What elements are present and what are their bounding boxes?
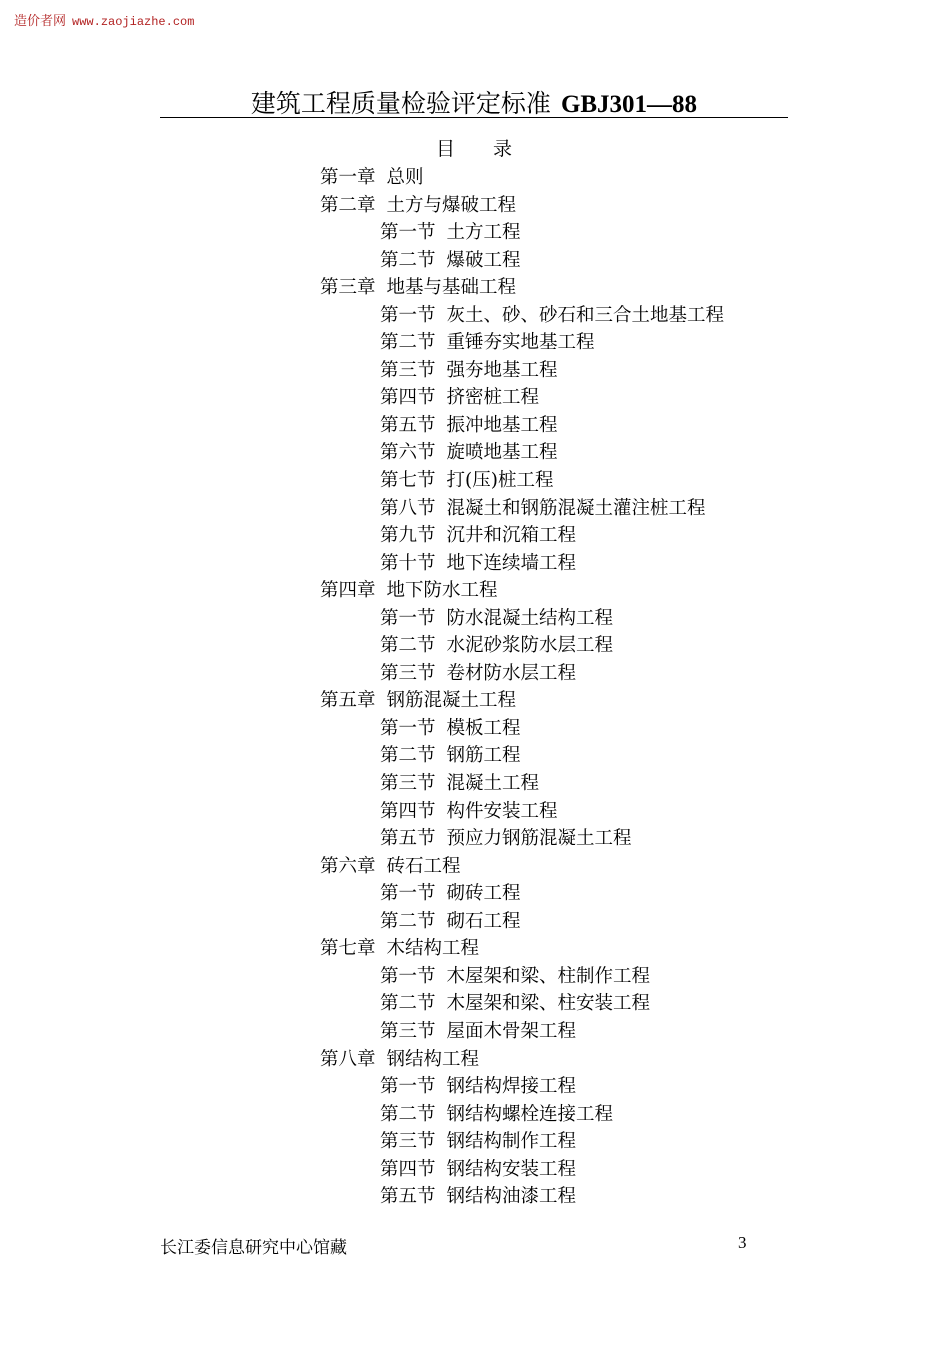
- toc-item-number: 第二节: [380, 332, 436, 354]
- toc-item-title: 钢筋混凝土工程: [386, 690, 517, 712]
- toc-item-number: 第五节: [380, 1186, 436, 1208]
- toc-section-item[interactable]: [0, 550, 950, 578]
- toc-section-item[interactable]: [0, 1183, 950, 1211]
- watermark-url[interactable]: www.zaojiazhe.com: [72, 15, 195, 29]
- toc-section-item[interactable]: [0, 384, 950, 412]
- toc-section-item[interactable]: [0, 219, 950, 247]
- toc-item-title: 砌砖工程: [446, 883, 521, 905]
- toc-item-title: 地下防水工程: [386, 580, 498, 602]
- toc-item-number: 第二章: [320, 194, 376, 216]
- toc-chapter-item[interactable]: [0, 164, 950, 192]
- toc-heading: 目录: [436, 138, 551, 160]
- toc-section-item[interactable]: [0, 908, 950, 936]
- toc-item-title: 钢结构油漆工程: [446, 1186, 577, 1208]
- toc-item-number: 第六节: [380, 442, 436, 464]
- toc-section-item[interactable]: [0, 660, 950, 688]
- toc-section-item[interactable]: [0, 798, 950, 826]
- toc-item-number: 第三节: [380, 359, 436, 381]
- toc-section-item[interactable]: [0, 1156, 950, 1184]
- toc-section-item[interactable]: [0, 1018, 950, 1046]
- toc-section-item[interactable]: [0, 632, 950, 660]
- toc-item-title: 沉井和沉箱工程: [446, 525, 577, 547]
- toc-section-item[interactable]: [0, 1073, 950, 1101]
- watermark: [14, 10, 194, 29]
- toc-item-number: 第九节: [380, 525, 436, 547]
- toc-section-item[interactable]: [0, 825, 950, 853]
- toc-item-number: 第一节: [380, 883, 436, 905]
- toc-section-item[interactable]: [0, 522, 950, 550]
- toc-item-title: 地基与基础工程: [386, 277, 517, 299]
- toc-chapter-item[interactable]: [0, 853, 950, 881]
- toc-item-number: 第一节: [380, 607, 436, 629]
- toc-item-number: 第一节: [380, 1076, 436, 1098]
- toc-section-item[interactable]: [0, 329, 950, 357]
- toc-item-number: 第二节: [380, 745, 436, 767]
- toc-item-title: 木屋架和梁、柱制作工程: [446, 965, 651, 987]
- toc-item-number: 第三章: [320, 277, 376, 299]
- toc-item-number: 第二节: [380, 1103, 436, 1125]
- toc-item-title: 木屋架和梁、柱安装工程: [446, 993, 651, 1015]
- toc-item-number: 第八节: [380, 497, 436, 519]
- toc-item-number: 第七章: [320, 938, 376, 960]
- toc-section-item[interactable]: [0, 412, 950, 440]
- toc-item-title: 钢筋工程: [446, 745, 521, 767]
- toc-item-title: 模板工程: [446, 717, 521, 739]
- toc-item-number: 第三节: [380, 1131, 436, 1153]
- toc-item-number: 第五节: [380, 414, 436, 436]
- toc-section-item[interactable]: [0, 467, 950, 495]
- watermark-site-name: 造价者网: [14, 14, 67, 29]
- toc-item-title: 混凝土工程: [446, 773, 540, 795]
- toc-item-title: 钢结构螺栓连接工程: [446, 1103, 614, 1125]
- toc-item-title: 钢结构工程: [386, 1048, 480, 1070]
- toc-item-title: 振冲地基工程: [446, 414, 558, 436]
- toc-item-number: 第六章: [320, 855, 376, 877]
- toc-chapter-item[interactable]: [0, 1046, 950, 1074]
- footer-collection: 长江委信息研究中心馆藏: [160, 1238, 347, 1258]
- standard-code: GBJ301—88: [560, 91, 698, 118]
- toc-chapter-item[interactable]: [0, 687, 950, 715]
- toc-item-number: 第八章: [320, 1048, 376, 1070]
- toc-section-item[interactable]: [0, 880, 950, 908]
- toc-item-number: 第四节: [380, 800, 436, 822]
- toc-chapter-item[interactable]: [0, 577, 950, 605]
- toc-item-number: 第三节: [380, 1020, 436, 1042]
- page-number: 3: [738, 1233, 747, 1252]
- document-title: [160, 84, 788, 120]
- toc-item-title: 打(压)桩工程: [446, 470, 554, 492]
- toc-item-title: 强夯地基工程: [446, 359, 558, 381]
- toc-section-item[interactable]: [0, 770, 950, 798]
- toc-item-title: 旋喷地基工程: [446, 442, 558, 464]
- toc-item-number: 第一节: [380, 304, 436, 326]
- title-divider: [160, 117, 788, 118]
- toc-section-item[interactable]: [0, 742, 950, 770]
- toc-section-item[interactable]: [0, 357, 950, 385]
- toc-item-number: 第四章: [320, 580, 376, 602]
- toc-item-number: 第一章: [320, 167, 376, 188]
- toc-chapter-item[interactable]: [0, 274, 950, 302]
- toc-item-title: 砖石工程: [386, 855, 461, 877]
- toc-section-item[interactable]: [0, 247, 950, 275]
- toc-section-item[interactable]: [0, 990, 950, 1018]
- toc-item-title: 钢结构焊接工程: [446, 1076, 577, 1098]
- toc-item-title: 挤密桩工程: [446, 387, 540, 409]
- toc-item-title: 重锤夯实地基工程: [446, 332, 595, 354]
- toc-section-item[interactable]: [0, 963, 950, 991]
- toc-chapter-item[interactable]: [0, 935, 950, 963]
- toc-item-title: 构件安装工程: [446, 800, 558, 822]
- toc-item-title: 爆破工程: [446, 249, 521, 271]
- table-of-contents: [0, 164, 950, 1211]
- toc-item-title: 木结构工程: [386, 938, 480, 960]
- toc-chapter-item[interactable]: [0, 192, 950, 220]
- toc-item-number: 第五章: [320, 690, 376, 712]
- toc-item-number: 第四节: [380, 1158, 436, 1180]
- toc-item-number: 第一节: [380, 965, 436, 987]
- toc-item-number: 第三节: [380, 662, 436, 684]
- toc-item-title: 预应力钢筋混凝土工程: [446, 828, 632, 850]
- toc-item-title: 钢结构安装工程: [446, 1158, 577, 1180]
- toc-item-title: 砌石工程: [446, 910, 521, 932]
- toc-item-number: 第三节: [380, 773, 436, 795]
- toc-item-title: 卷材防水层工程: [446, 662, 577, 684]
- toc-item-number: 第二节: [380, 993, 436, 1015]
- toc-item-title: 防水混凝土结构工程: [446, 607, 614, 629]
- toc-section-item[interactable]: [0, 302, 950, 330]
- toc-section-item[interactable]: [0, 439, 950, 467]
- toc-item-title: 地下连续墙工程: [446, 552, 577, 574]
- toc-section-item[interactable]: [0, 1128, 950, 1156]
- toc-section-item[interactable]: [0, 715, 950, 743]
- toc-item-title: 土方与爆破工程: [386, 194, 517, 216]
- document-title-text: 建筑工程质量检验评定标准: [250, 89, 551, 118]
- toc-section-item[interactable]: [0, 1101, 950, 1129]
- toc-item-number: 第十节: [380, 552, 436, 574]
- toc-item-number: 第二节: [380, 635, 436, 657]
- toc-item-number: 第一节: [380, 717, 436, 739]
- toc-item-title: 钢结构制作工程: [446, 1131, 577, 1153]
- toc-item-number: 第七节: [380, 470, 436, 492]
- toc-item-title: 屋面木骨架工程: [446, 1020, 577, 1042]
- toc-item-number: 第二节: [380, 249, 436, 271]
- toc-section-item[interactable]: [0, 605, 950, 633]
- toc-item-number: 第四节: [380, 387, 436, 409]
- toc-item-number: 第五节: [380, 828, 436, 850]
- toc-item-title: 总则: [386, 167, 424, 188]
- toc-item-title: 水泥砂浆防水层工程: [446, 635, 614, 657]
- toc-item-title: 土方工程: [446, 222, 521, 244]
- toc-section-item[interactable]: [0, 495, 950, 523]
- toc-item-number: 第一节: [380, 222, 436, 244]
- toc-item-number: 第二节: [380, 910, 436, 932]
- toc-item-title: 混凝土和钢筋混凝土灌注桩工程: [446, 497, 706, 519]
- toc-item-title: 灰土、砂、砂石和三合土地基工程: [446, 304, 725, 326]
